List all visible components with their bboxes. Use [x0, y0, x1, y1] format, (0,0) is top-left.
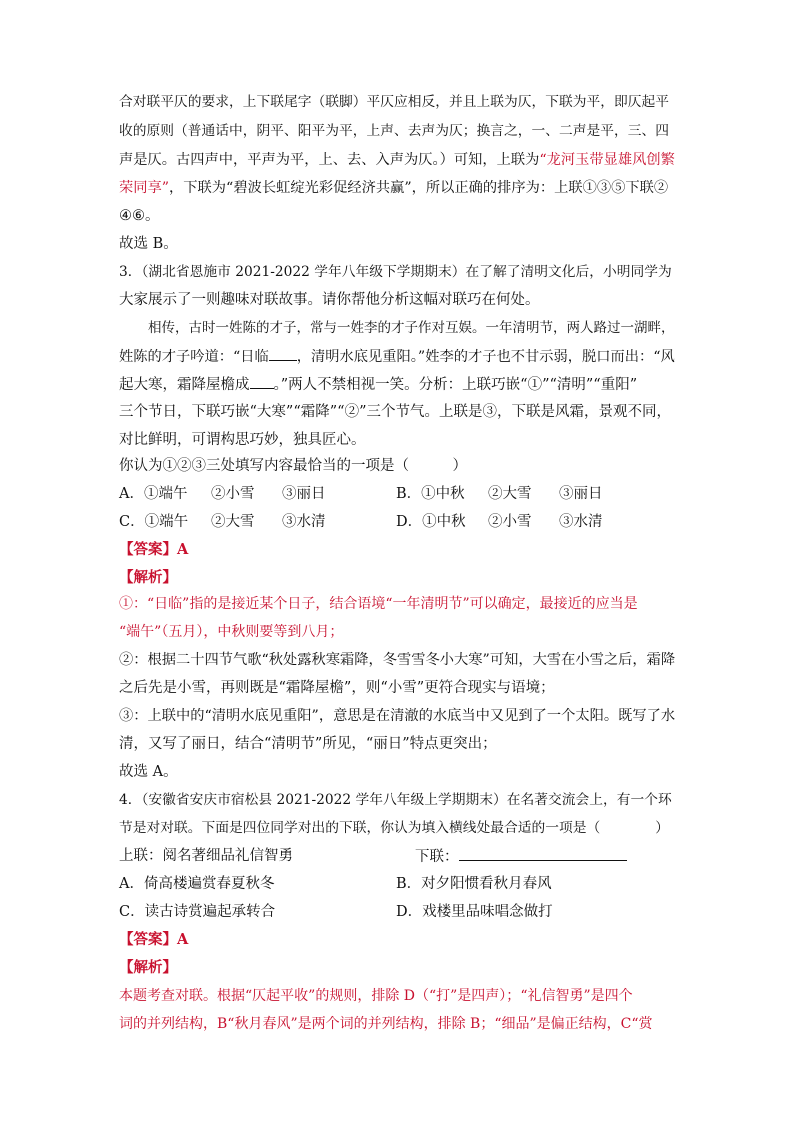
text-segment: “细品”是偏正结构，C“赏: [494, 1016, 653, 1032]
text-segment: 姓陈的才子吟道：“日临: [119, 349, 269, 365]
option-b: B．对夕阳惯看秋月春风: [396, 876, 552, 892]
text-segment: 词的并列结构，B: [119, 1016, 228, 1032]
text-line: 相传，古时一姓陈的才子，常与一姓李的才子作对互娱。一年清明节，两人路过一湖畔，: [148, 320, 675, 336]
text-segment: “秋月春风”是两个词的并列结构，排除 B；: [227, 1016, 495, 1032]
analysis-line: ①：“日临”指的是接近某个日子，结合语境“一年清明节”可以确定，最接近的应当是: [119, 596, 638, 612]
fill-blank: [269, 346, 297, 361]
option-a: A．倚高楼遍赏春夏秋冬: [119, 876, 275, 892]
text-segment: “礼信智勇”是四个: [520, 988, 633, 1004]
text-line: [119, 178, 668, 198]
highlight-text: “龙河玉带显雄风创繁: [539, 152, 675, 168]
answer-line: [459, 846, 627, 861]
analysis-label: 【解析】: [119, 569, 177, 586]
text-segment: 。”两人不禁相视一笑。分析：上联巧嵌“①”“清明”“重阳”: [273, 377, 638, 393]
text-line: 故选 B。: [119, 236, 178, 252]
text-line: ②：根据二十四节气歌“秋处露秋寒霜降，冬雪雪冬小大寒”可知，大雪在小雪之后，霜降: [119, 652, 676, 668]
option-d-part: ②小雪: [488, 514, 532, 530]
option-c-part: ②大雪: [211, 514, 255, 530]
text-line: [119, 346, 675, 367]
option-d-part: ③水清: [559, 514, 603, 530]
text-line: 收的原则（普通话中，阴平、阳平为平，上声、去声为仄；换言之，一、二声是平，三、四: [119, 123, 670, 139]
text-segment: 起大寒，霜降屋檐成: [119, 377, 250, 393]
option-b-part: ③丽日: [559, 486, 603, 502]
option-b: B．①中秋: [396, 486, 465, 502]
analysis-line: “端午”（五月），中秋则要等到八月；: [119, 624, 344, 640]
option-c-part: ③水清: [282, 514, 326, 530]
analysis-line: [119, 1014, 653, 1034]
option-d: D．①中秋: [396, 514, 466, 530]
lower-couplet-label: 下联：: [415, 849, 459, 865]
text-line: [119, 150, 675, 170]
text-line: 大家展示了一则趣味对联故事。请你帮他分析这幅对联巧在何处。: [119, 292, 540, 308]
option-a-part: ②小雪: [211, 486, 255, 502]
text-line: 三个节日，下联巧嵌“大寒”“霜降”“②”三个节气。上联是③，下联是风霜，景观不同，: [119, 404, 671, 420]
option-a-part: ③丽日: [282, 486, 326, 502]
highlight-text: 荣同享”: [119, 180, 170, 196]
question-heading: 3．（湖北省恩施市 2021-2022 学年八年级下学期期末）在了解了清明文化后，小明同学为: [119, 264, 672, 280]
text-line: ④⑥。: [119, 208, 160, 224]
upper-couplet: 上联：阅名著细品礼信智勇: [119, 848, 293, 864]
lower-couplet: [415, 846, 627, 867]
text-line: 清，又写了丽日，结合“清明节”所见，“丽日”特点更突出；: [119, 736, 497, 752]
text-segment: 声是仄。古四声中，平声为平，上、去、入声为仄。）可知，上联为: [119, 152, 540, 168]
question-heading: 4．（安徽省安庆市宿松县 2021-2022 学年八年级上学期期末）在名著交流会上，有一个环: [119, 792, 672, 808]
option-c: C．读古诗赏遍起承转合: [119, 904, 276, 920]
text-line: 合对联平仄的要求，上下联尾字（联脚）平仄应相反，并且上联为仄，下联为平，即仄起平: [119, 94, 670, 110]
text-segment: 本题考查对联。根据“仄起平收”的规则，排除 D（“打”是四声）；: [119, 988, 521, 1004]
option-b-part: ②大雪: [488, 486, 532, 502]
option-d: D．戏楼里品味唱念做打: [396, 904, 553, 920]
option-c: C．①端午: [119, 514, 189, 530]
text-line: 节是对对联。下面是四位同学对出的下联，你认为填入横线处最合适的一项是（ ）: [119, 820, 670, 836]
text-line: 之后先是小雪，再则既是“霜降屋檐”，则“小雪”更符合现实与语境；: [119, 680, 555, 696]
text-segment: ，清明水底见重阳。”姓李的才子也不甘示弱，脱口而出：“风: [296, 349, 675, 365]
answer-label: 【答案】A: [119, 931, 189, 948]
text-line: ③：上联中的“清明水底见重阳”，意思是在清澈的水底当中又见到了一个太阳。既写了水: [119, 708, 676, 724]
analysis-label: 【解析】: [119, 959, 177, 976]
text-line: 对比鲜明，可谓构思巧妙，独具匠心。: [119, 432, 366, 448]
question-stem: 你认为①②③三处填写内容最恰当的一项是（ ）: [119, 458, 467, 474]
option-a: A．①端午: [119, 486, 188, 502]
text-line: 故选 A。: [119, 764, 178, 780]
answer-label: 【答案】A: [119, 541, 189, 558]
analysis-line: [119, 986, 633, 1006]
text-line: [119, 374, 637, 395]
text-segment: ，下联为“碧波长虹绽光彩促经济共赢”，所以正确的排序为：上联①③⑤下联②: [169, 180, 669, 196]
fill-blank: [250, 374, 274, 389]
